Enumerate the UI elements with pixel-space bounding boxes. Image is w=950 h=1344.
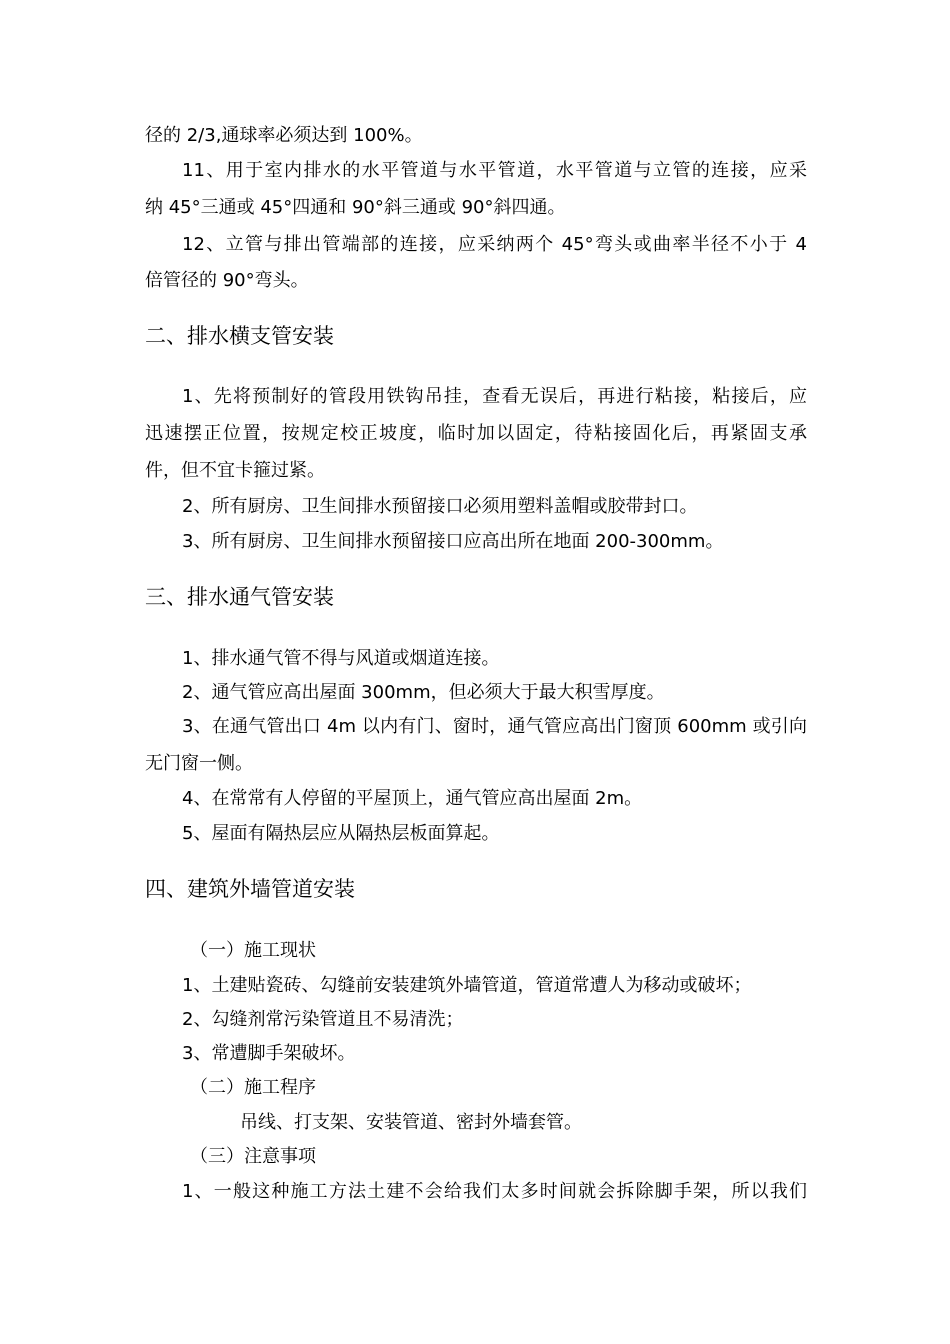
- section-2-item-1-line-1: 1、先将预制好的管段用铁钩吊挂，查看无误后，再进行粘接，粘接后，应: [182, 386, 807, 407]
- section-3-item-3-line-1: 3、在通气管出口 4m 以内有门、窗时，通气管应高出门窗顶 600mm 或引向: [182, 716, 807, 737]
- subsection-heading-3: （三）注意事项: [190, 1146, 316, 1167]
- paragraph-11-line-1: 11、用于室内排水的水平管道与水平管道，水平管道与立管的连接，应采: [182, 160, 807, 181]
- section-3-item-1: 1、排水通气管不得与风道或烟道连接。: [182, 648, 500, 669]
- procedure-text: 吊线、打支架、安装管道、密封外墙套管。: [240, 1112, 582, 1133]
- section-2-item-3: 3、所有厨房、卫生间排水预留接口应高出所在地面 200-300mm。: [182, 531, 724, 552]
- section-3-item-3-line-2: 无门窗一侧。: [145, 753, 253, 774]
- section-3-item-2: 2、通气管应高出屋面 300mm，但必须大于最大积雪厚度。: [182, 682, 665, 703]
- section-heading-4: 四、建筑外墙管道安装: [145, 877, 355, 901]
- paragraph-11-line-2: 纳 45°三通或 45°四通和 90°斜三通或 90°斜四通。: [145, 197, 566, 218]
- paragraph-12-line-1: 12、立管与排出管端部的连接，应采纳两个 45°弯头或曲率半径不小于 4: [182, 234, 807, 255]
- section-4-item-3: 3、常遭脚手架破坏。: [182, 1043, 356, 1064]
- section-2-item-2: 2、所有厨房、卫生间排水预留接口必须用塑料盖帽或胶带封口。: [182, 496, 698, 517]
- subsection-heading-2: （二）施工程序: [190, 1077, 316, 1098]
- paragraph-continuation: 径的 2/3,通球率必须达到 100%。: [145, 125, 423, 146]
- section-4-item-1: 1、土建贴瓷砖、勾缝前安装建筑外墙管道，管道常遭人为移动或破坏；: [182, 975, 752, 996]
- section-4-item-2: 2、勾缝剂常污染管道且不易清洗；: [182, 1009, 464, 1030]
- section-3-item-4: 4、在常常有人停留的平屋顶上，通气管应高出屋面 2m。: [182, 788, 643, 809]
- subsection-heading-1: （一）施工现状: [190, 940, 316, 961]
- section-2-item-1-line-3: 件，但不宜卡箍过紧。: [145, 460, 325, 481]
- note-item-1: 1、一般这种施工方法土建不会给我们太多时间就会拆除脚手架，所以我们: [182, 1181, 807, 1202]
- section-2-item-1-line-2: 迅速摆正位置，按规定校正坡度，临时加以固定，待粘接固化后，再紧固支承: [145, 423, 807, 444]
- section-3-item-5: 5、屋面有隔热层应从隔热层板面算起。: [182, 823, 500, 844]
- section-heading-3: 三、排水通气管安装: [145, 585, 334, 609]
- section-heading-2: 二、排水横支管安装: [145, 324, 334, 348]
- paragraph-12-line-2: 倍管径的 90°弯头。: [145, 270, 309, 291]
